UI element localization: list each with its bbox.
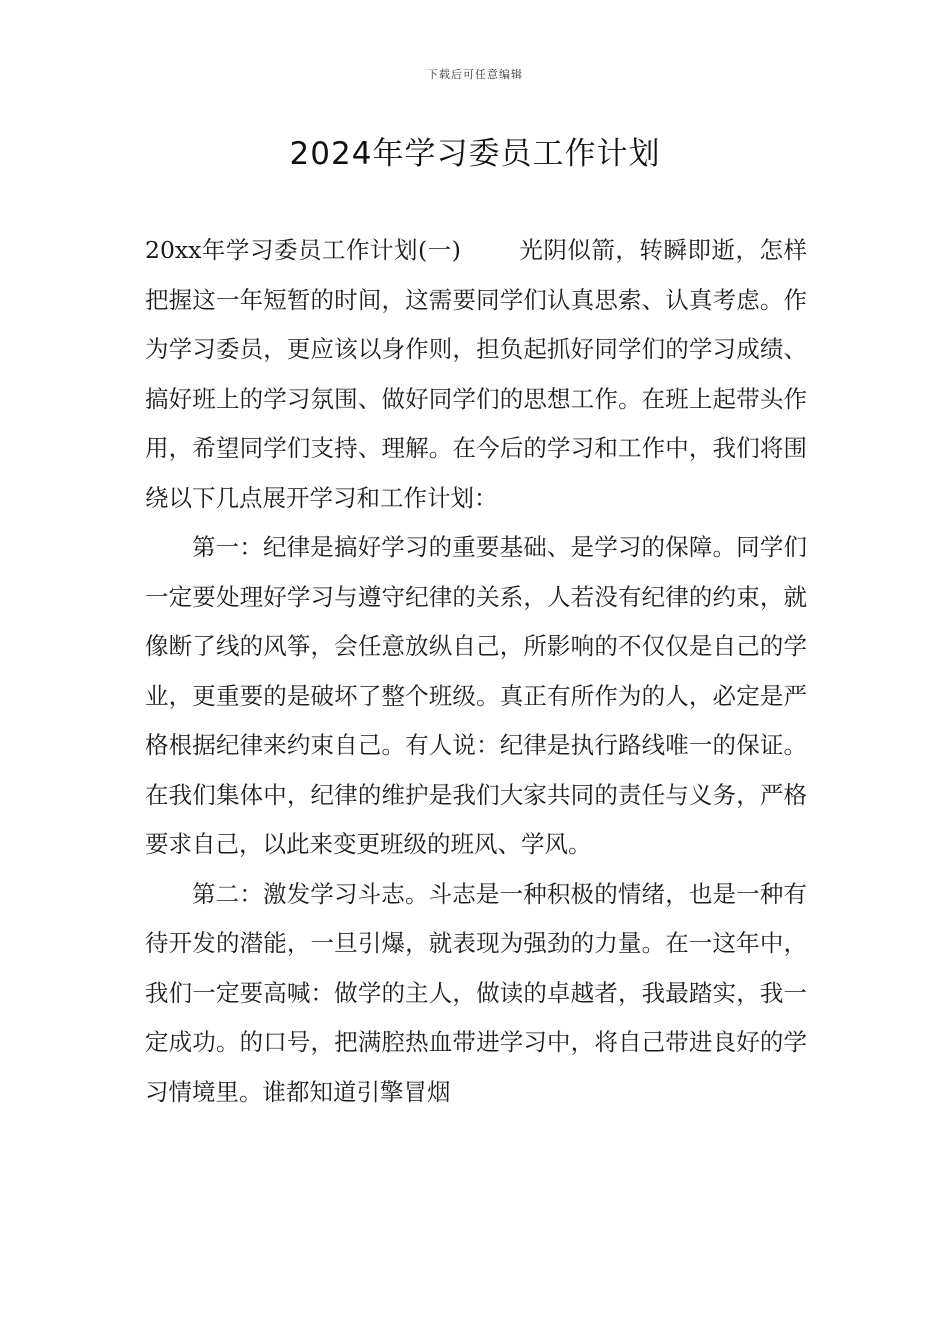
paragraph-motivation: 第二：激发学习斗志。斗志是一种积极的情绪，也是一种有待开发的潜能，一旦引爆，就表现为强劲的力量。在一这年中，我们一定要高喊：做学的主人，做读的卓越者，我最踏实，我一定成功。的口号，把满腔热血带进学习中，将自己带进良好的学习情境里。谁都知道引擎冒烟	[145, 879, 807, 1106]
intro-text: 光阴似箭，转瞬即逝，怎样把握这一年短暂的时间，这需要同学们认真思索、认真考虑。作为学习委员，更应该以身作则，担负起抓好同学们的学习成绩、搞好班上的学习氛围、做好同学们的思想工作。在班上起带头作用，希望同学们支持、理解。在今后的学习和工作中，我们将围绕以下几点展开学习和工作计划：	[145, 236, 807, 512]
paragraph-discipline: 第一：纪律是搞好学习的重要基础、是学习的保障。同学们一定要处理好学习与遵守纪律的关系，人若没有纪律的约束，就像断了线的风筝，会任意放纵自己，所影响的不仅仅是自己的学业，更重要的是破坏了整个班级。真正有所作为的人，必定是严格根据纪律来约束自己。有人说：纪律是执行路线唯一的保证。在我们集体中，纪律的维护是我们大家共同的责任与义务，严格要求自己，以此来变更班级的班风、学风。	[145, 533, 807, 858]
document-title: 2024年学习委员工作计划	[289, 136, 661, 172]
header-note: 下载后可任意编辑	[427, 68, 523, 81]
document-body	[145, 226, 807, 1117]
intro-lead: 20xx年学习委员工作计划(一)	[145, 236, 461, 264]
intro-paragraph	[145, 226, 807, 523]
